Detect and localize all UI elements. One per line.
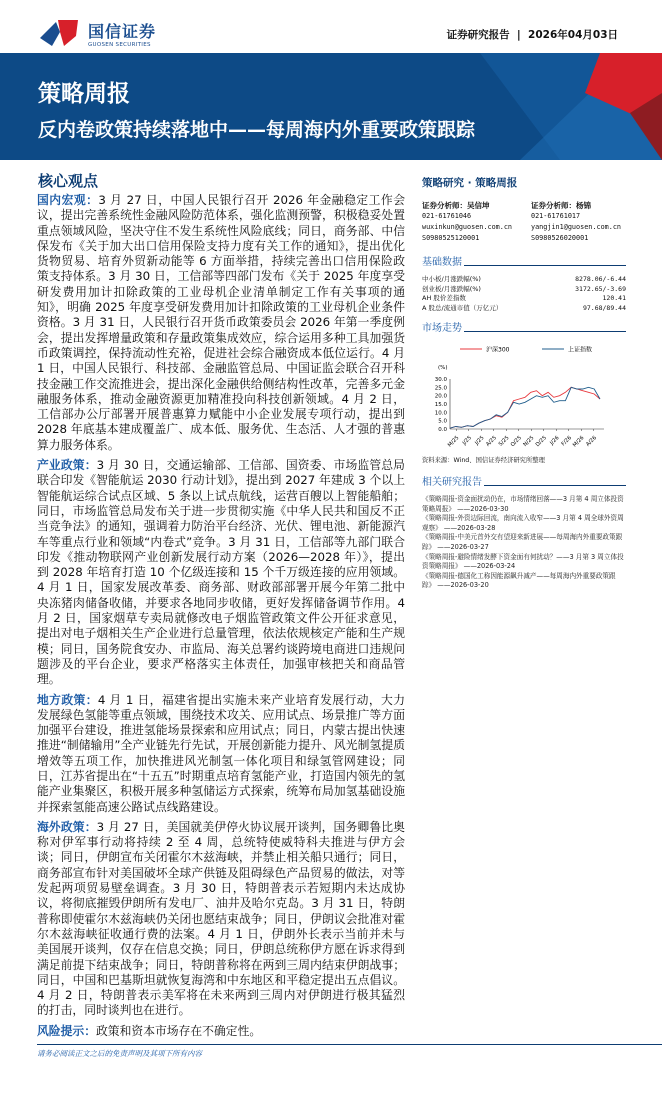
paragraph-overseas (37, 820, 405, 1019)
analyst-name: 证券分析师：吴信坤 (422, 201, 490, 210)
x-tick-label: D/25 (534, 435, 548, 449)
logo-en: GUOSEN SECURITIES (88, 41, 151, 48)
report-title: 策略周报 (38, 81, 130, 107)
basic-data-table (422, 275, 626, 313)
basic-value: 97.68/89.44 (582, 303, 626, 312)
basic-key: A 股总/流通市值（万亿元） (422, 303, 503, 312)
paragraph-text: 政策和资本市场存在不确定性。 (96, 1023, 262, 1038)
basic-value: 3172.65/-3.69 (575, 284, 626, 293)
sidebar-heading: 策略研究 · 策略周报 (422, 177, 518, 189)
analyst-cert: S0980526020001 (531, 234, 589, 242)
legend-label: 上证指数 (568, 346, 593, 354)
y-tick-label: 5.0 (438, 418, 447, 425)
basic-row (422, 294, 626, 304)
paragraph-label: 风险提示： (37, 1023, 96, 1038)
footer-divider (37, 1044, 662, 1045)
market-trend-chart (422, 341, 626, 451)
report-subtitle: 反内卷政策持续落地中——每周海内外重要政策跟踪 (38, 119, 476, 141)
paragraph-label: 地方政策： (37, 692, 98, 707)
related-report-link[interactable]: 《策略周报-德国化工称因能源飙升减产——每周海内外重要政策跟踪》 ——2026-03-20 (422, 571, 616, 590)
y-axis-label: (%) (438, 365, 448, 371)
basic-data-title: 基础数据 (422, 257, 462, 268)
x-tick-label: J/25 (474, 435, 486, 447)
paragraph-local (37, 693, 405, 815)
x-tick-label: M/26 (571, 435, 586, 449)
paragraph-text: 3 月 27 日，美国就美伊停火协议展开谈判，国务卿鲁比奥称对伊军事行动将持续 2 至 4 周，总统特使威特科夫推进与伊方会谈；同日，伊朗宣布关闭霍尔木兹海峡，并禁止相关船只通行；同日，商务部宣布针对美国破坏全球产供链及阻碍绿色产品贸易的做法，对等发起两项贸易壁垒调查。3 月 30 日，特朗普表示若短期内未达成协议，将彻底摧毁伊朗所有发电厂、油井及哈尔克岛。3 月 31 日，特朗普称即使霍尔木兹海峡仍关闭也愿结束战争；同日，伊朗议会批准对霍尔木兹海峡征收通行费的法案。4 月 1 日，伊朗外长表示当前并未与美国展开谈判，仅存在信息交换；同日，伊朗总统称伊方愿在诉求得到满足前提下结束战争；同日，特朗普称将在两到三周内结束伊朗战事；同日，中国和巴基斯坦就恢复海湾和中东地区和平稳定提出五点倡议。4 月 2 日，特朗普表示美军将在未来两到三周内对伊朗进行极其猛烈的打击，同时谈判也在进行。 (37, 819, 405, 1018)
title-banner (0, 53, 662, 160)
report-type: 证券研究报告 (446, 29, 510, 41)
trend-title: 市场走势 (422, 323, 462, 334)
x-tick-label: S/25 (497, 435, 511, 448)
basic-row (422, 304, 626, 314)
related-report-link[interactable]: 《策略周报-外资边际回流，南向流入收窄——3 月第 4 周全球外资周观察》 ——2026-03-28 (422, 514, 624, 532)
paragraph-text: 4 月 1 日，福建省提出实施未来产业培育发展行动，大力发展绿色氢能等重点领域，围绕技术攻关、应用试点、场景推广等方面加强平台建设，推进氢能场景探索和应用试点；同日，内蒙古提出快速推进“制储输用”全产业链先行先试，开展创新能力提升、风光制氢提质增效等五项工作，加快推进风光制氢一体化项目和绿氢管网建设；同日，江苏省提出在“十五五”时期重点培育氢能产业，打造国内领先的氢能产业集聚区，积极开展多种氢储运方式探索，统筹布局加氢基础设施并探索氢能高速公路试点线路建设。 (37, 692, 405, 814)
analyst-card (422, 200, 517, 244)
sidebar (422, 175, 626, 591)
basic-key: 中小板/月涨跌幅(%) (422, 275, 481, 283)
related-reports (422, 495, 626, 591)
paragraph-label: 产业政策： (37, 458, 97, 473)
report-date: 2026年04月03日 (528, 29, 618, 41)
related-header (422, 473, 626, 488)
x-tick-label: O/25 (509, 435, 523, 449)
related-report-link[interactable]: 《策略周报-避险情绪发酵下资金面有何扰动？——3 月第 3 周立体投资策略周报》 ——2026-03-24 (422, 552, 624, 571)
legend-label: 沪深300 (486, 346, 510, 354)
section-title: 核心观点 (38, 172, 99, 190)
series-line-上证指数 (450, 387, 600, 428)
analyst-card (531, 200, 626, 244)
basic-value: 8278.06/-6.44 (575, 275, 626, 283)
paragraph-text: 3 月 27 日，中国人民银行召开 2026 年金融稳定工作会议，提出完善系统性金融风险防范体系，强化监测预警，积极稳妥处置重点领域风险，坚决守住不发生系统性风险底线；同日，商务部、中信保发布《关于加大出口信用保险支持力度有关工作的通知》，提出优化货物贸易、培育外贸新动能等 6 方面举措，持续完善出口信用保险政策支持体系。3 月 30 日，工信部等四部门发布《关于 2025 年度享受研发费用加计扣除政策的工业母机企业清单制定工作有关事项的通知》，明确 2025 年度享受研发费用加计扣除政策的工业母机企业条件资格。3 月 31 日，人民银行召开货币政策委员会 2026 年第一季度例会，提出发挥增量政策和存量政策集成效应，综合运用多种工具加强货币政策调控，保持流动性充裕，促进社会综合融资成本低位运行。4 月 1 日，中国人民银行、科技部、金融监管总局、中国证监会联合召开科技金融工作交流推进会，提出深化金融供给侧结构性改革，完善多元金融服务体系，推动金融资源更加精准投向科技创新领域。4 月 2 日，工信部办公厅部署开展普惠算力赋能中小企业发展专项行动，提出到 2028 年底基本建成覆盖广、成本低、服务优、生态活、人才强的普惠算力服务体系。 (37, 193, 405, 452)
x-tick-label: A/26 (585, 435, 598, 448)
related-title: 相关研究报告 (422, 477, 482, 488)
basic-row (422, 285, 626, 295)
guosen-logo-icon (38, 18, 82, 48)
related-report-link[interactable]: 《策略周报-中美元首外交有望迎来新进展——每周海内外重要政策跟踪》 ——2026-03-27 (422, 533, 623, 551)
analyst-email[interactable]: wuxinkun@guosen.com.cn (422, 223, 513, 231)
chart-source: 资料来源：Wind、国信证券经济研究所整理 (422, 457, 545, 464)
paragraph-domestic (37, 193, 405, 453)
basic-value: 120.41 (602, 294, 626, 302)
x-tick-label: F/26 (560, 435, 573, 448)
company-logo (38, 18, 156, 48)
paragraph-text: 3 月 30 日，交通运输部、工信部、国资委、市场监管总局联合印发《智能航运 2030 行动计划》，提出到 2027 年建成 3 个以上智能航运综合试点区域、5 条以上试点航线，运营百艘以上智能船舶；同日，市场监管总局发布关于进一步贯彻实施《中华人民共和国反不正当竞争法》的通知，强调着力防治平台经济、光伏、锂电池、新能源汽车等重点行业和领域“内卷式”竞争。3 月 31 日，工信部等九部门联合印发《推动物联网产业创新发展行动方案（2026—2028 年）》，提出到 2028 年培育打造 10 个亿级连接和 15 个千万级连接的应用领域。4 月 1 日，国家发展改革委、商务部、财政部部署开展今年第二批中央冻猪肉储备收储，并要求各地同步收储，更好发挥储备调节作用。4 月 2 日，国家烟草专卖局就修改电子烟监管政策文件公开征求意见，提出对电子烟相关生产企业进行总量管理，依法依规核定产能和生产规模；同日，国务院食安办、市监局、海关总署约谈跨境电商进口违规问题涉及的平台企业，要求严格落实主体责任，加强审核把关和商品管理。 (37, 458, 405, 687)
x-tick-label: M/25 (446, 435, 461, 449)
logo-cn: 国信证券 (88, 21, 157, 41)
analyst-email[interactable]: yangjin1@guosen.com.cn (531, 223, 622, 231)
x-tick-label: A/25 (485, 435, 498, 448)
basic-key: AH 股价差指数 (422, 294, 466, 302)
series-line-沪深300 (450, 387, 600, 428)
basic-data-header (422, 253, 626, 268)
analysts (422, 200, 626, 244)
key-points (37, 193, 405, 1039)
x-tick-label: N/25 (522, 435, 536, 449)
y-tick-label: 10.0 (434, 410, 447, 417)
report-meta: 证券研究报告 | 2026年04月03日 (446, 29, 618, 41)
y-tick-label: 30.0 (434, 377, 447, 383)
paragraph-industry (37, 458, 405, 687)
y-tick-label: 0.0 (438, 427, 447, 433)
y-tick-label: 20.0 (434, 393, 447, 400)
x-tick-label: J/26 (549, 435, 561, 447)
paragraph-label: 国内宏观： (37, 193, 99, 207)
paragraph-label: 海外政策： (37, 819, 97, 834)
y-tick-label: 25.0 (434, 385, 447, 392)
related-report-link[interactable]: 《策略周报-资金面扰动仍在，市场情绪回落——3 月第 4 周立体投资策略周报》 ——2026-03-30 (422, 495, 624, 513)
basic-key: 创业板/月涨跌幅(%) (422, 284, 481, 293)
analyst-phone: 021-61761017 (531, 212, 581, 220)
x-tick-label: J/25 (461, 435, 473, 447)
analyst-phone: 021-61761046 (422, 212, 472, 220)
analyst-cert: S0980525120001 (422, 234, 480, 242)
basic-row (422, 275, 626, 285)
y-tick-label: 15.0 (434, 402, 447, 408)
trend-header (422, 319, 626, 334)
analyst-name: 证券分析师：杨锦 (531, 201, 591, 210)
paragraph-risk (37, 1024, 405, 1039)
footer-disclaimer: 请务必阅读正文之后的免责声明及其项下所有内容 (37, 1049, 202, 1059)
